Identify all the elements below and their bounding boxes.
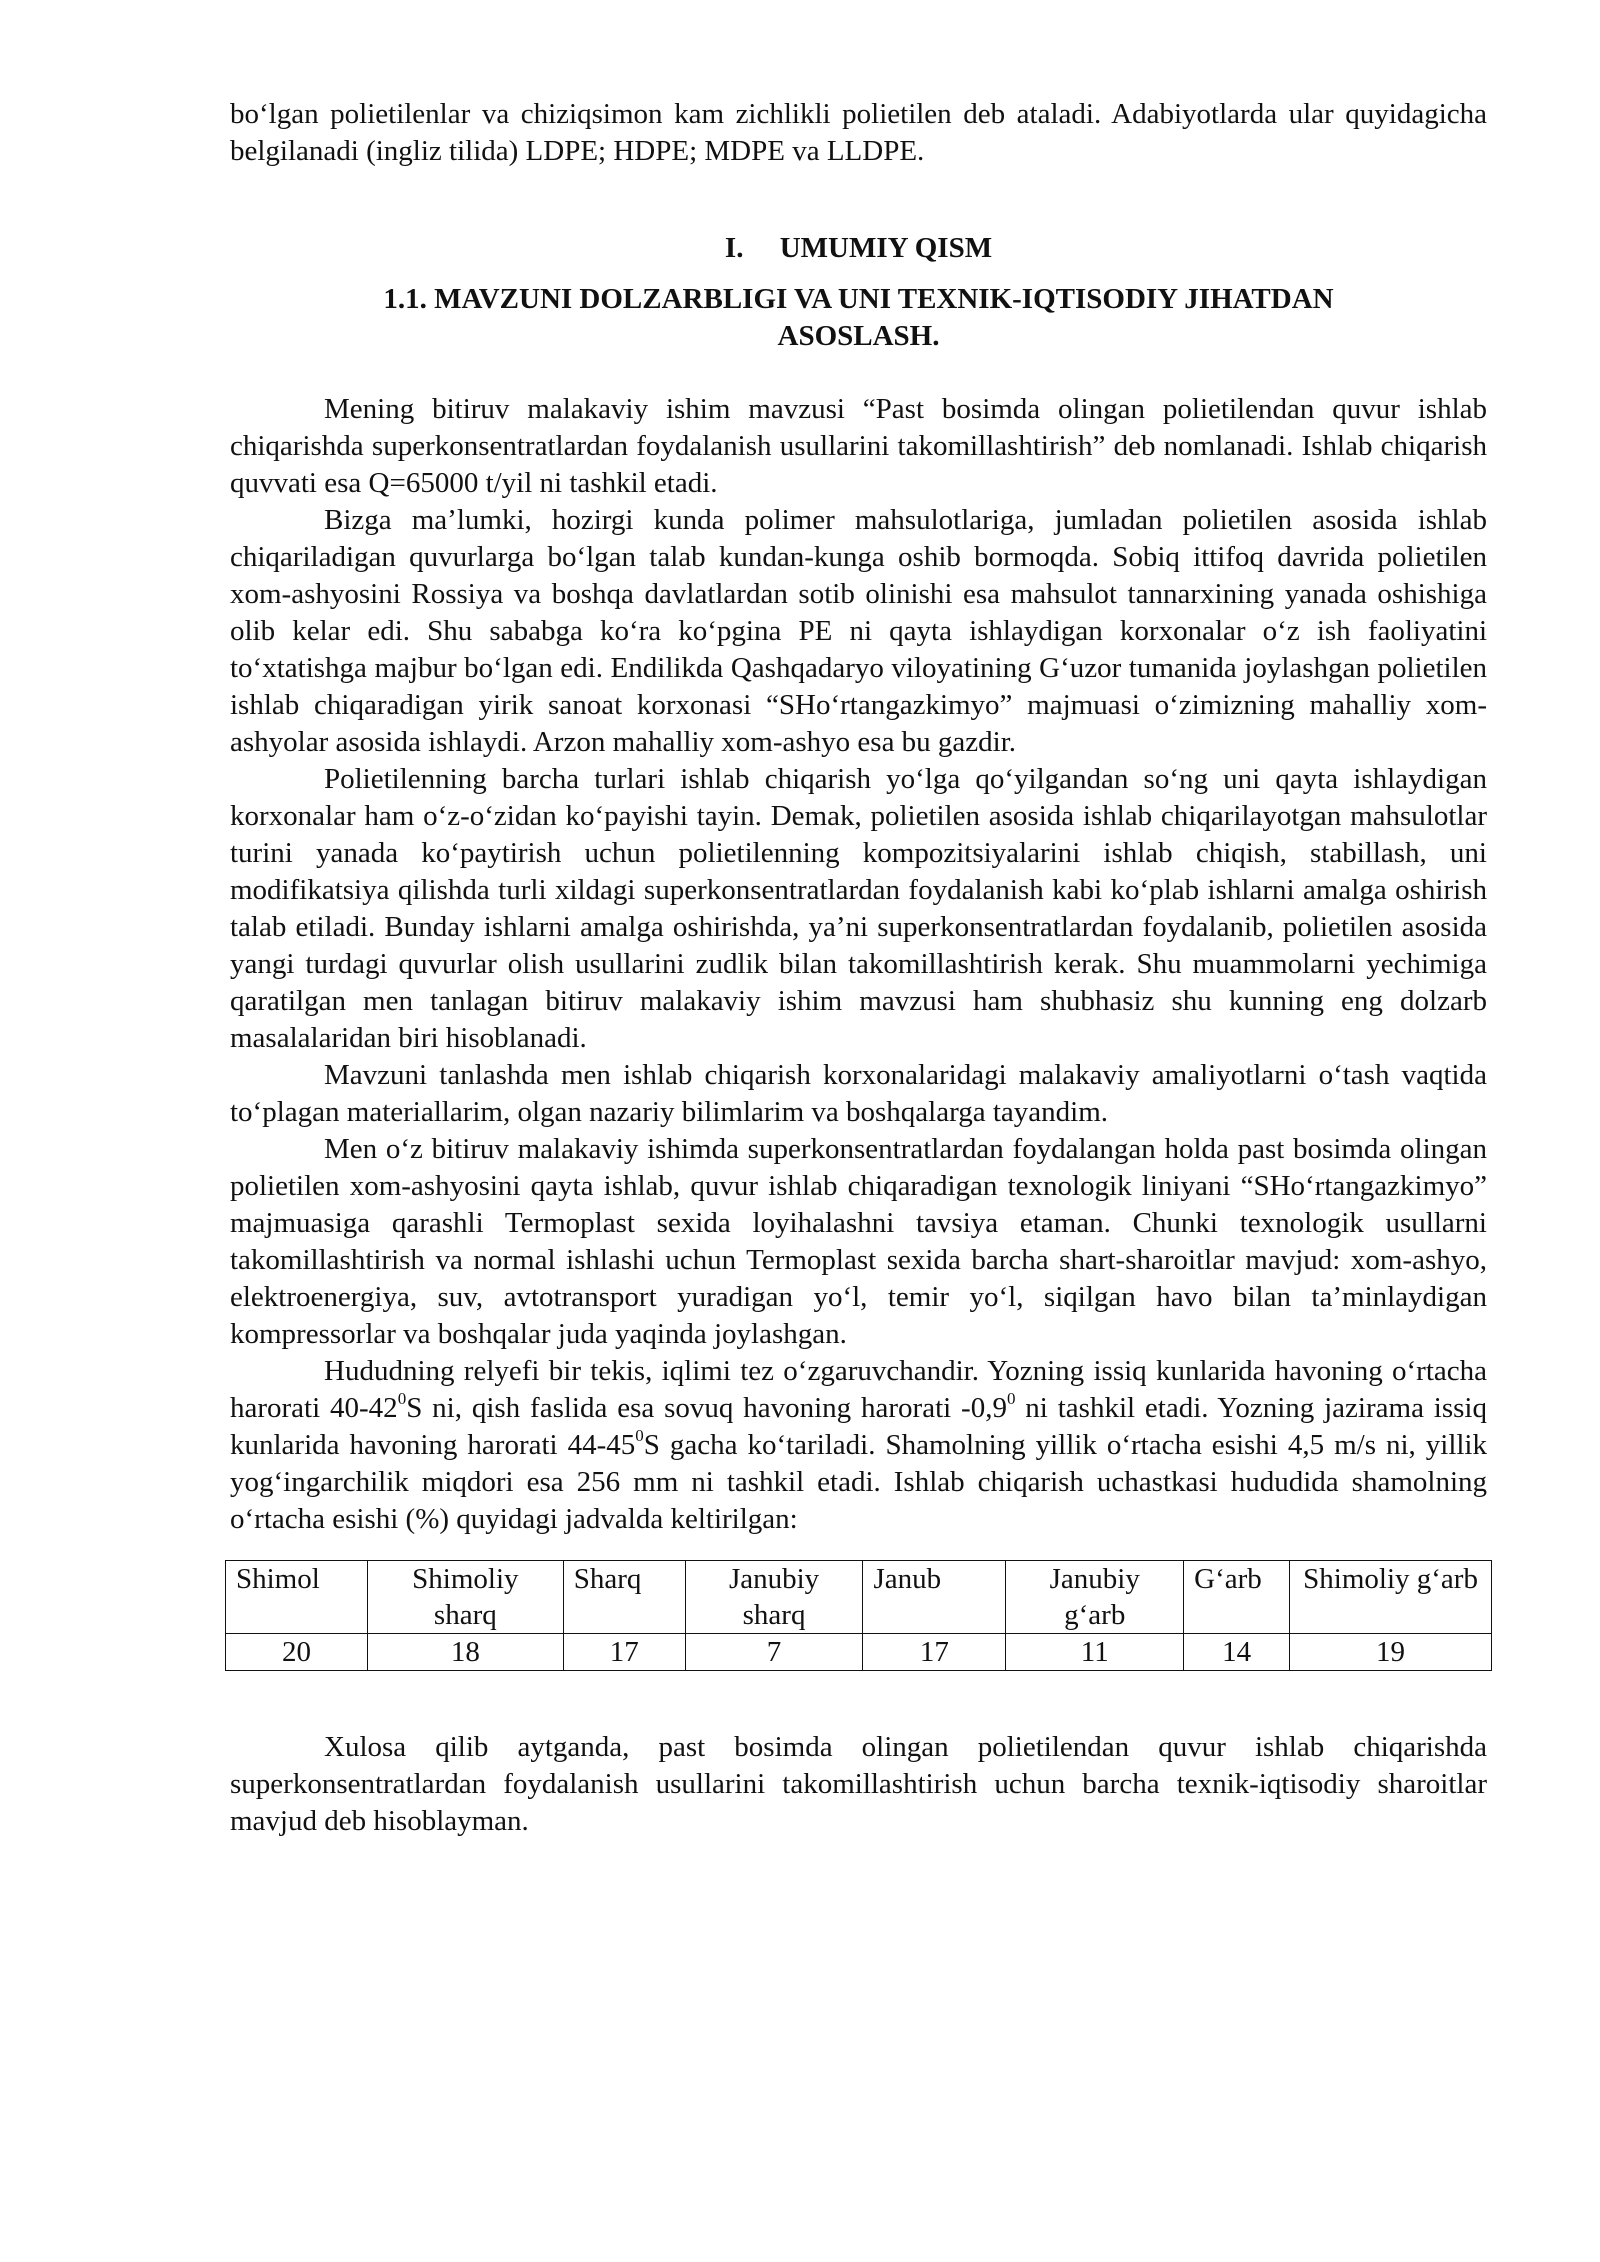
document-page bbox=[230, 96, 1487, 1840]
table-cell: 18 bbox=[367, 1634, 563, 1671]
table-cell: 11 bbox=[1006, 1634, 1184, 1671]
wind-table-header-row bbox=[226, 1561, 1492, 1634]
wind-table bbox=[225, 1560, 1492, 1671]
table-cell: 14 bbox=[1184, 1634, 1290, 1671]
body-paragraph: Mavzuni tanlashda men ishlab chiqarish korxonalaridagi malakaviy amaliyotlarni o‘tash vaqtida to‘plagan materiallarim, olgan nazariy bilimlarim va boshqalarga tayandim. bbox=[230, 1059, 1487, 1128]
intro-paragraph: bo‘lgan polietilenlar va chiziqsimon kam zichlikli polietilen deb ataladi. Adabiyotlarda ular quyidagicha belgilanadi (ingliz tilida) LDPE; HDPE; MDPE va LLDPE. bbox=[230, 98, 1487, 167]
table-header-cell: Sharq bbox=[563, 1561, 685, 1634]
table-cell: 7 bbox=[685, 1634, 863, 1671]
table-header-cell: Shimol bbox=[226, 1561, 368, 1634]
table-header-cell: Janubiy g‘arb bbox=[1006, 1561, 1184, 1634]
wind-table-values-row bbox=[226, 1634, 1492, 1671]
section-heading: I. UMUMIY QISM bbox=[724, 232, 993, 264]
body-paragraph: Mening bitiruv malakaviy ishim mavzusi “Past bosimda olingan polietilendan quvur ishlab chiqarishda superkonsentratlardan foydalanish usullarini takomillashtirish” deb nomlanadi. Ishlab chiqarish quvvati esa Q=65000 t/yil ni tashkil etadi. bbox=[230, 393, 1487, 499]
table-header-cell: Shimoliy sharq bbox=[367, 1561, 563, 1634]
table-header-cell: Janubiy sharq bbox=[685, 1561, 863, 1634]
body-paragraph: Polietilenning barcha turlari ishlab chiqarish yo‘lga qo‘yilgandan so‘ng uni qayta ishlaydigan korxonalar ham o‘z-o‘zidan ko‘payishi tayin. Demak, polietilen asosida ishlab chiqarilayotgan mahsulotlar turini yanada ko‘paytirish uchun polietilenning kompozitsiyalarini ishlab chiqish, stabillash, uni modifikatsiya qilishda turli xildagi superkonsentratlardan foydalanish kabi ko‘plab ishlarni amalga oshirish talab etiladi. Bunday ishlarni amalga oshirishda, ya’ni superkonsentratlardan foydalanib, polietilen asosida yangi turdagi quvurlar olish usullarini zudlik bilan takomillashtirish kerak. Shu muammolarni yechimiga qaratilgan men tanlagan bitiruv malakaviy ishim mavzusi ham shubhasiz shu kunning eng dolzarb masalalaridan biri hisoblanadi. bbox=[230, 763, 1487, 1054]
table-cell: 17 bbox=[863, 1634, 1006, 1671]
conclusion-paragraph: Xulosa qilib aytganda, past bosimda olingan polietilendan quvur ishlab chiqarishda superkonsentratlardan foydalanish usullarini takomillashtirish uchun barcha texnik-iqtisodiy sharoitlar mavjud deb hisoblayman. bbox=[230, 1731, 1487, 1837]
degree-superscript: 0 bbox=[397, 1389, 407, 1409]
table-cell: 20 bbox=[226, 1634, 368, 1671]
table-cell: 17 bbox=[563, 1634, 685, 1671]
degree-superscript: 0 bbox=[1006, 1389, 1016, 1409]
degree-superscript: 0 bbox=[635, 1426, 644, 1446]
climate-paragraph: Hududning relyefi bir tekis, iqlimi tez o‘zgaruvchandir. Yozning issiq kunlarida havoning o‘rtacha harorati $40-42^0S$ ni, qish faslida esa sovuq havoning harorati $-0,9^0$ ni tashkil etadi. Yozning jazirama issiq kunlarida havoning harorati $44-45^0S$ gacha ko‘tariladi. Shamolning yillik o‘rtacha esishi 4,5 m/s ni, yillik yog‘ingarchilik miqdori esa 256 mm ni tashkil etadi. Ishlab chiqarish uchastkasi hududida shamolning o‘rtacha esishi (%) quyidagi jadvalda keltirilgan: bbox=[230, 1355, 1487, 1535]
subsection-heading: 1.1. MAVZUNI DOLZARBLIGI VA UNI TEXNIK-IQTISODIY JIHATDAN ASOSLASH. bbox=[383, 283, 1334, 352]
body-paragraph: Men o‘z bitiruv malakaviy ishimda superkonsentratlardan foydalangan holda past bosimda olingan polietilen xom-ashyosini qayta ishlab, quvur ishlab chiqaradigan texnologik liniyani “SHo‘rtangazkimyo” majmuasiga qarashli Termoplast sexida loyihalashni tavsiya etaman. Chunki texnologik usullarni takomillashtirish va normal ishlashi uchun Termoplast sexida barcha shart-sharoitlar mavjud: xom-ashyo, elektroenergiya, suv, avtotransport yuradigan yo‘l, temir yo‘l, siqilgan havo bilan ta’minlaydigan kompressorlar va boshqalar juda yaqinda joylashgan. bbox=[230, 1133, 1487, 1350]
table-header-cell: Shimoliy g‘arb bbox=[1290, 1561, 1492, 1634]
table-cell: 19 bbox=[1290, 1634, 1492, 1671]
table-header-cell: Janub bbox=[863, 1561, 1006, 1634]
body-paragraph: Bizga ma’lumki, hozirgi kunda polimer mahsulotlariga, jumladan polietilen asosida ishlab chiqariladigan quvurlarga bo‘lgan talab kundan-kunga oshib bormoqda. Sobiq ittifoq davrida polietilen xom-ashyosini Rossiya va boshqa davlatlardan sotib olinishi esa mahsulot tannarxining yanada oshishiga olib kelar edi. Shu sababga ko‘ra ko‘pgina PE ni qayta ishlaydigan korxonalar o‘z ish faoliyatini to‘xtatishga majbur bo‘lgan edi. Endilikda Qashqadaryo viloyatining G‘uzor tumanida joylashgan polietilen ishlab chiqaradigan yirik sanoat korxonasi “SHo‘rtangazkimyo” majmuasi o‘zimizning mahalliy xom-ashyolar asosida ishlaydi. Arzon mahalliy xom-ashyo esa bu gazdir. bbox=[230, 504, 1487, 758]
table-header-cell: G‘arb bbox=[1184, 1561, 1290, 1634]
